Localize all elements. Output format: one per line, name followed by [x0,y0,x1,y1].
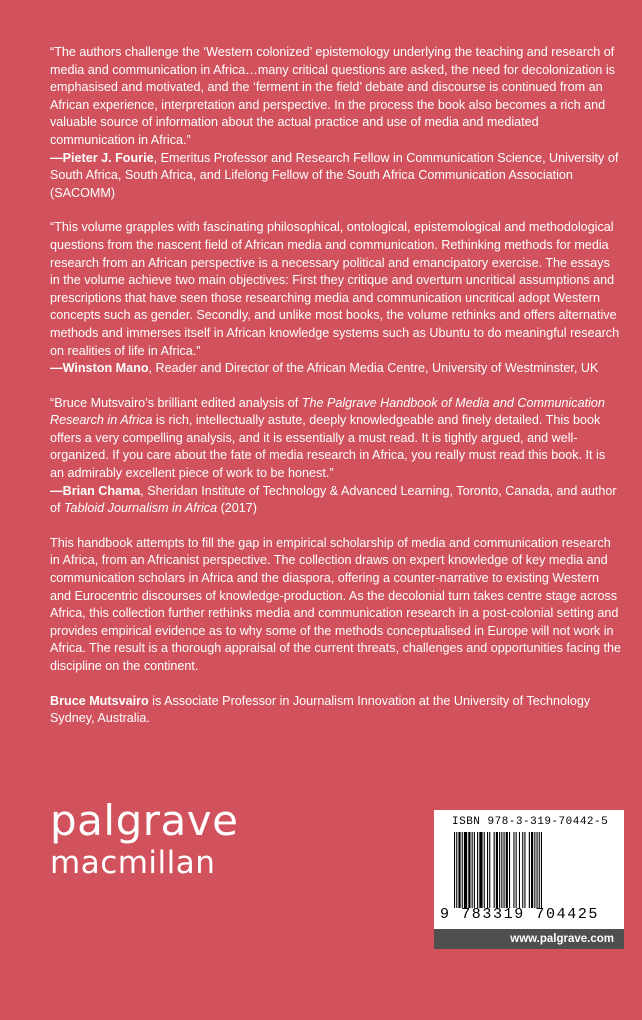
barcode-bar [487,832,488,908]
blurb-attribution [50,360,622,378]
blurb-affiliation: , Reader and Director of the African Media Centre, University of Westminster, UK [148,361,599,376]
barcode-bar [509,832,510,908]
barcode-bar [534,832,535,908]
barcode-bar [494,832,495,908]
bio-name: Bruce Mutsvairo [50,693,149,708]
barcode-bar [513,832,514,908]
barcode-bar [516,832,517,908]
isbn-label: ISBN 978-3-319-70442-5 [452,816,609,828]
publisher-website: www.palgrave.com [434,929,624,949]
book-title: Tabloid Journalism in Africa [64,501,218,516]
book-title: The Palgrave Handbook of Media and Communication Research in Africa [50,395,605,428]
blurb-quote: “This volume grapples with fascinating philosophical, ontological, epistemological and methodological questions from the nascent field of African media and communication. Rethinking methods for media research from an African perspective is a necessary political and emancipatory exercise. The essays in the volume achieve two main objectives: First they critique and overturn uncritical assumptions and prescriptions that have seen those researching media and communication uncritical adopt Western concepts such as gender. Secondly, and unlike most books, the volume rethinks and offers alternative methods and immerses itself in African knowledge systems such as Ubuntu to do meaningful research on realities of life in Africa.” [50,220,620,358]
barcode-bar [458,832,460,908]
author-bio [50,693,622,728]
barcode-bar [537,832,538,908]
back-cover-text [50,44,622,745]
barcode-bar [506,832,508,908]
blurb-author: —Brian Chama [50,483,141,498]
blurb-mano [50,219,622,377]
barcode-digits: 9 783319 704425 [440,906,600,923]
blurb-attribution [50,483,622,518]
barcode-bar [504,832,505,908]
barcode-bar [501,832,502,908]
barcode-bar [519,832,520,908]
barcode-bar [489,832,490,908]
barcode-bar [499,832,500,908]
blurb-affiliation: , Sheridan Institute of Technology & Advanced Learning, Toronto, Canada, and author of [50,483,617,516]
book-description [50,535,622,676]
publisher-logo [50,796,239,881]
barcode-bar [454,832,455,908]
barcode-bar [456,832,457,908]
barcode-bar [529,832,530,908]
barcode [434,810,624,929]
blurb-affiliation: (2017) [217,501,257,516]
bio-text [50,693,622,728]
blurb-affiliation: , Emeritus Professor and Research Fellow in Communication Science, University of South Africa, South Africa, and Lifelong Fellow of the South Africa Communication Association (SACOMM) [50,150,619,200]
barcode-bar [474,832,475,908]
blurb-attribution [50,150,622,203]
blurb-quote [50,395,622,483]
logo-line-macmillan: macmillan [50,845,216,881]
logo-line-palgrave: palgrave [50,796,239,845]
barcode-bar [464,832,467,908]
description-text: This handbook attempts to fill the gap in empirical scholarship of media and communication research in Africa, from an Africanist perspective. The collection draws on expert knowledge of key media and communication scholars in Africa and the diaspora, offering a counter-narrative to existing Western and Eurocentric discourses of knowledge-production. As the decolonial turn takes centre stage across Africa, this collection further rethinks media and communication research in a post-colonial setting and provides empirical evidence as to why some of the methods conceptualised in Europe will not work in Africa. The result is a thorough appraisal of the current threats, challenges and opportunities facing the discipline on the continent. [50,535,622,673]
quote-text: “Bruce Mutsvairo’s brilliant edited analysis of [50,395,302,410]
blurb-author: —Pieter J. Fourie [50,150,154,165]
barcode-bar [462,832,463,908]
bio-description: is Associate Professor in Journalism Innovation at the University of Technology Sydney, Australia. [50,693,591,726]
blurb-quote: “The authors challenge the ‘Western colonized’ epistemology underlying the teaching and research of media and communication in Africa…many critical questions are asked, the need for decolonization is emphasised and motivated, and the ‘ferment in the field’ debate and discourse is continued from an African experience, interpretation and perspective. In the process the book also becomes a rich and valuable source of information about the actual practice and use of media and mediated communication in Africa.” [50,45,615,147]
blurb-fourie [50,44,622,202]
barcode-bar [484,832,485,908]
quote-text: is rich, intellectually astute, deeply knowledgeable and finely detailed. This book offers a very compelling analysis, and it is essentially a must read. It is tightly argued, and well-organized. If you care about the fate of media research in Africa, you really must read this book. It is an admirably excellent piece of work to be honest.” [50,413,606,481]
barcode-bar [531,832,533,908]
barcode-bar [468,832,470,908]
barcode-bar [539,832,540,908]
blurb-chama [50,395,622,518]
barcode-bars [454,832,614,908]
barcode-bar [522,832,523,908]
blurb-author: —Winston Mano [50,361,149,376]
barcode-bar [524,832,525,908]
barcode-bar [479,832,482,908]
barcode-bar [496,832,498,908]
barcode-bar [477,832,478,908]
barcode-bar [541,832,542,908]
barcode-bar [472,832,473,908]
